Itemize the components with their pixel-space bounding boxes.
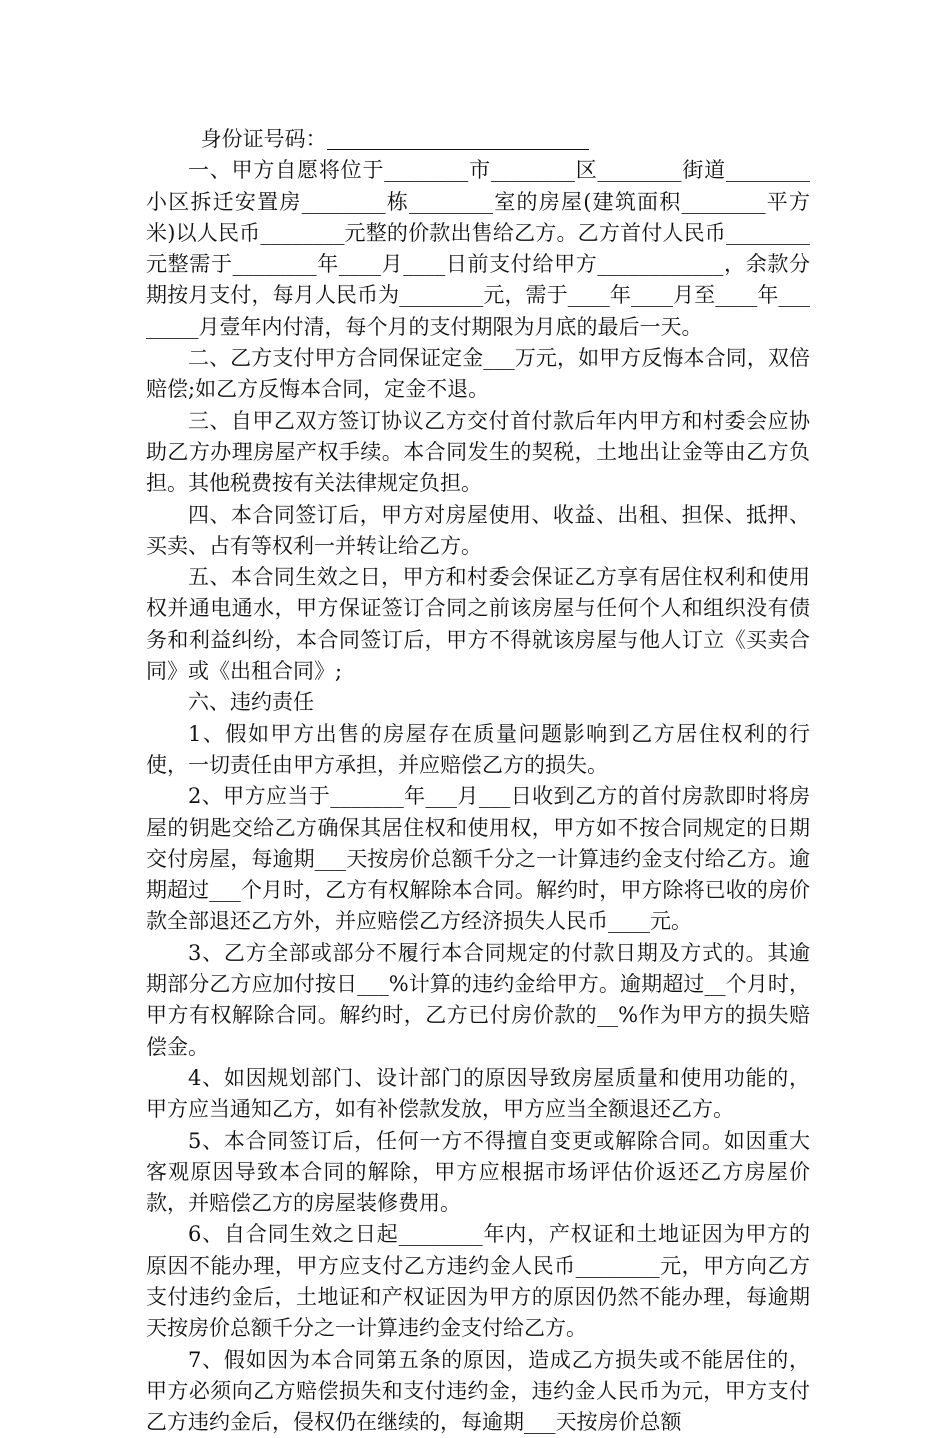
liability-item-1: 1、假如甲方出售的房屋存在质量问题影响到乙方居住权利的行使，一切责任由甲方承担，并应赔偿乙方的损失。: [146, 721, 810, 777]
clause-6-heading: 六、违约责任: [188, 690, 314, 715]
liability-item-7: 7、假如因为本合同第五条的原因，造成乙方损失或不能居住的，甲方必须向乙方赔偿损失和支付违约金，违约金人民币为元，甲方支付乙方违约金后，侵权仍在继续的，每逾期___天按房价总额: [146, 1347, 810, 1435]
clause-1-sale-terms: 一、甲方自愿将位于________市________区________街道________小区拆迁安置房________栋________室的房屋(建筑面积________平方米)以人民币________元整的价款出售给乙方。乙方首付人民币________元整需于________年____月____日前支付给甲方____________，余款分期按月支付，每月人民币为________元，需于____年____月至____年________月壹年内付清，每个月的支付期限为月底的最后一天。: [146, 158, 810, 339]
clause-4-rights-transfer: 四、本合同签订后，甲方对房屋使用、收益、出租、担保、抵押、买卖、占有等权利一并转让给乙方。: [146, 502, 810, 558]
clause-3-title-transfer: 三、自甲乙双方签订协议乙方交付首付款后年内甲方和村委会应协助乙方办理房屋产权手续。本合同发生的契税，土地出让金等由乙方负担。其他税费按有关法律规定负担。: [146, 408, 810, 496]
liability-item-4: 4、如因规划部门、设计部门的原因导致房屋质量和使用功能的，甲方应当通知乙方，如有补偿款发放，甲方应当全额退还乙方。: [146, 1065, 810, 1122]
id-number-blank: [327, 129, 589, 150]
liability-item-5: 5、本合同签订后，任何一方不得擅自变更或解除合同。如因重大客观原因导致本合同的解除，甲方应根据市场评估价返还乙方房屋价款，并赔偿乙方的房屋装修费用。: [146, 1128, 810, 1216]
liability-item-3: 3、乙方全部或部分不履行本合同规定的付款日期及方式的。其逾期部分乙方应加付按日___%计算的违约金给甲方。逾期超过__个月时，甲方有权解除合同。解约时，乙方已付房价款的__%作为甲方的损失赔偿金。: [146, 940, 810, 1059]
clause-2-deposit: 二、乙方支付甲方合同保证定金___万元，如甲方反悔本合同，双倍赔偿;如乙方反悔本合同，定金不退。: [146, 346, 810, 402]
liability-item-2: 2、甲方应当于_______年___月___日收到乙方的首付房款即时将房屋的钥匙交给乙方确保其居住权和使用权，甲方如不按合同规定的日期交付房屋，每逾期___天按房价总额千分之一计算违约金支付给乙方。逾期超过___个月时，乙方有权解除本合同。解约时，甲方除将已收的房价款全部退还乙方外，并应赔偿乙方经济损失人民币____元。: [146, 784, 810, 934]
id-number-line: [146, 124, 810, 155]
liability-item-6: 6、自合同生效之日起________年内，产权证和土地证因为甲方的原因不能办理，甲方应支付乙方违约金人民币________元，甲方向乙方支付违约金后，土地证和产权证因为甲方的原因仍然不能办理，每逾期天按房价总额千分之一计算违约金支付给乙方。: [146, 1222, 810, 1341]
contract-body: [146, 124, 810, 1438]
clause-5-guarantee: 五、本合同生效之日，甲方和村委会保证乙方享有居住权利和使用权并通电通水，甲方保证签订合同之前该房屋与任何个人和组织没有债务和利益纠纷，本合同签订后，甲方不得就该房屋与他人订立《买卖合同》或《出租合同》;: [146, 565, 810, 684]
id-number-label: 身份证号码：: [200, 127, 327, 151]
